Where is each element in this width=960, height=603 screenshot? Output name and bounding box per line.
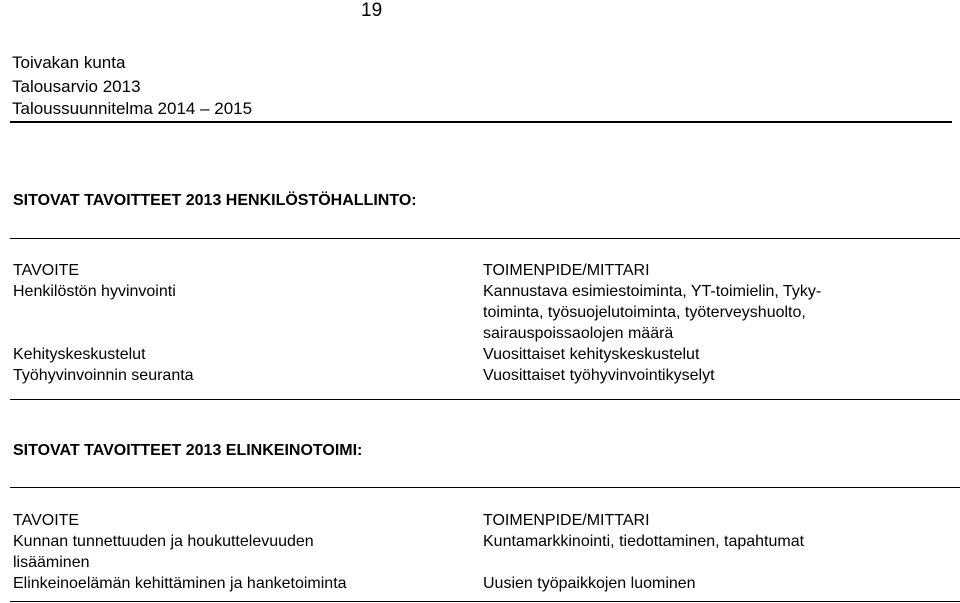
blank-line <box>13 302 476 323</box>
header-budget: Talousarvio 2013 <box>12 77 141 96</box>
goal-item: lisääminen <box>13 554 90 571</box>
measure-item: Kannustava esimiestoiminta, YT-toimielin, Tyky- <box>483 283 822 300</box>
goal-column-header: TAVOITE <box>13 262 80 279</box>
goal-item: Kunnan tunnettuuden ja houkuttelevuuden <box>13 533 314 550</box>
blank-line <box>13 323 476 344</box>
section-title-personnel: SITOVAT TAVOITTEET 2013 HENKILÖSTÖHALLINTO: <box>13 192 417 209</box>
measure-column-header: TOIMENPIDE/MITTARI <box>483 512 650 529</box>
header-divider <box>10 121 952 123</box>
goal-item: Henkilöstön hyvinvointi <box>13 283 176 300</box>
header-plan: Taloussuunnitelma 2014 – 2015 <box>12 99 253 118</box>
goal-column <box>10 239 476 400</box>
goal-item: Kehityskeskustelut <box>13 346 146 363</box>
measure-column-header: TOIMENPIDE/MITTARI <box>483 262 650 279</box>
goal-item: Työhyvinvoinnin seuranta <box>13 367 194 384</box>
business-goals-table <box>10 487 960 602</box>
measure-item: Kuntamarkkinointi, tiedottaminen, tapahtumat <box>483 533 805 550</box>
measure-column <box>476 488 960 602</box>
personnel-goals-table <box>10 238 960 400</box>
goal-item: Elinkeinoelämän kehittäminen ja hanketoiminta <box>13 575 347 592</box>
header-org: Toivakan kunta <box>12 53 126 72</box>
measure-column <box>476 239 960 400</box>
page-number: 19 <box>361 0 383 21</box>
goal-column-header: TAVOITE <box>13 512 80 529</box>
measure-item: toiminta, työsuojelutoiminta, työterveyshuolto, <box>483 304 806 321</box>
measure-item: Vuosittaiset kehityskeskustelut <box>483 346 700 363</box>
measure-item: Uusien työpaikkojen luominen <box>483 575 696 592</box>
section-title-business: SITOVAT TAVOITTEET 2013 ELINKEINOTOIMI: <box>13 442 363 459</box>
blank-line <box>483 552 960 573</box>
measure-item: sairauspoissaolojen määrä <box>483 325 674 342</box>
goal-column <box>10 488 476 602</box>
measure-item: Vuosittaiset työhyvinvointikyselyt <box>483 367 715 384</box>
